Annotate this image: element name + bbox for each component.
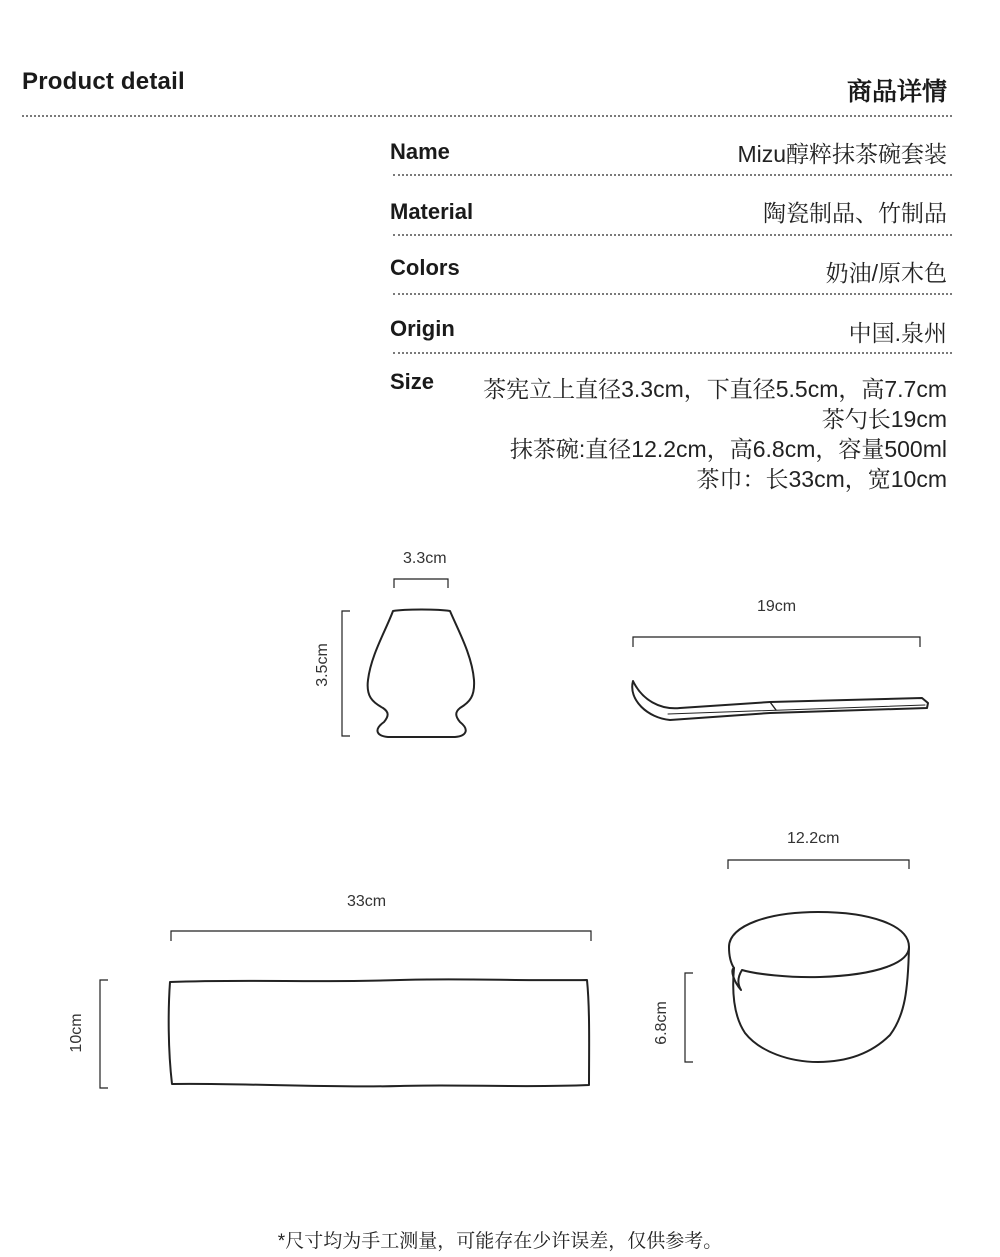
bowl-body-outline: [733, 947, 909, 1062]
size-line-whisk-holder: 茶宪立上直径3.3cm，下直径5.5cm，高7.7cm: [483, 376, 947, 402]
scoop-length-label: 19cm: [757, 598, 797, 615]
colors-label: Colors: [390, 255, 460, 280]
section-title-cn: 商品详情: [846, 78, 947, 106]
material-value: 陶瓷制品、竹制品: [763, 200, 947, 226]
section-title-en: Product detail: [22, 68, 185, 95]
colors-value: 奶油/原木色: [825, 260, 947, 286]
origin-label: Origin: [390, 316, 455, 341]
scoop-length-bracket: [633, 637, 920, 647]
bowl-diameter-bracket: [728, 860, 909, 869]
name-label: Name: [390, 139, 450, 164]
size-line-cloth: 茶巾：长33cm，宽10cm: [696, 466, 947, 492]
cloth-length-label: 33cm: [347, 893, 387, 910]
cloth-length-bracket: [171, 931, 591, 941]
measurement-footnote: *尺寸均为手工测量，可能存在少许误差，仅供参考。: [277, 1231, 723, 1252]
bowl-diameter-label: 12.2cm: [787, 830, 840, 847]
whisk-holder-width-bracket: [394, 579, 448, 588]
whisk-holder-height-bracket: [342, 611, 350, 736]
cloth-drawing: [169, 979, 589, 1086]
size-line-scoop: 茶勺长19cm: [821, 406, 947, 432]
scoop-node: [770, 702, 776, 710]
material-label: Material: [390, 199, 474, 224]
name-value: Mizu醇粹抹茶碗套装: [737, 141, 947, 167]
whisk-holder-height-label: 3.5cm: [314, 643, 331, 687]
bowl-height-bracket: [685, 973, 693, 1062]
whisk-holder-width-label: 3.3cm: [403, 550, 447, 567]
cloth-width-label: 10cm: [68, 1013, 85, 1053]
size-line-bowl: 抹茶碗:直径12.2cm，高6.8cm，容量500ml: [509, 436, 947, 462]
origin-value: 中国.泉州: [848, 320, 947, 346]
bowl-height-label: 6.8cm: [653, 1001, 670, 1045]
bowl-drawing: [729, 912, 909, 990]
whisk-holder-drawing: [368, 610, 475, 738]
size-label: Size: [390, 369, 435, 394]
cloth-width-bracket: [100, 980, 108, 1088]
